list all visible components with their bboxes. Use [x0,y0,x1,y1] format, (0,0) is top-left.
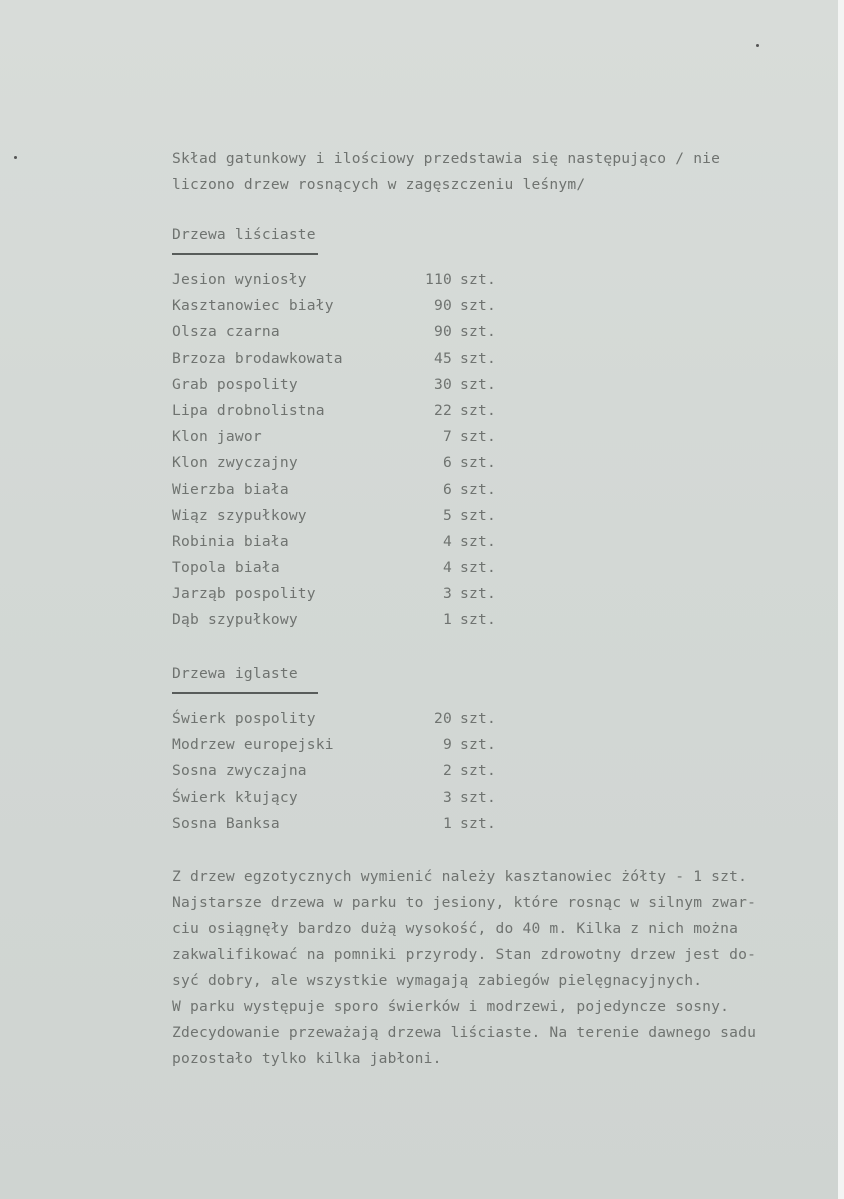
species-unit: szt. [460,611,496,629]
paragraph-line: Najstarsze drzewa w parku to jesiony, które rosnąc w silnym zwar- [172,894,757,911]
species-quantity: 1 [443,611,452,629]
species-unit: szt. [460,788,496,806]
paragraph-line: ciu osiągnęły bardzo dużą wysokość, do 40 m. Kilka z nich można [172,920,739,937]
species-quantity: 22 [434,401,452,419]
species-row [172,503,592,529]
page-edge [838,0,844,1199]
species-name: Jesion wyniosły [172,271,307,288]
species-row [172,811,592,837]
description-paragraph [172,864,836,1072]
species-quantity: 90 [434,297,452,315]
species-name: Wiąz szypułkowy [172,506,307,524]
paper-speck [14,156,17,159]
intro-line-1: Skład gatunkowy i ilościowy przedstawia się następująco / nie [172,150,721,167]
species-quantity: 1 [443,814,452,832]
species-unit: szt. [460,736,496,754]
species-unit: szt. [460,323,496,341]
species-row [172,555,592,581]
species-quantity: 2 [443,762,452,780]
paragraph-line: zakwalifikować na pomniki przyrody. Stan zdrowotny drzew jest do- [172,946,757,963]
coniferous-heading-underline [172,692,318,694]
species-name: Robinia biała [172,532,289,550]
paragraph-line: syć dobry, ale wszystkie wymagają zabiegów pielęgnacyjnych. [172,972,703,989]
species-unit: szt. [460,349,496,367]
species-row [172,758,592,784]
species-name: Grab pospolity [172,375,298,393]
paper-speck [756,44,759,47]
species-unit: szt. [460,814,496,832]
species-name: Lipa drobnolistna [172,401,325,419]
species-unit: szt. [460,454,496,472]
coniferous-heading: Drzewa iglaste [172,665,298,682]
species-unit: szt. [460,375,496,393]
species-quantity: 90 [434,323,452,341]
species-name: Sosna Banksa [172,814,280,832]
species-row [172,706,592,732]
species-name: Modrzew europejski [172,736,334,754]
paragraph-line: Zdecydowanie przeważają drzewa liściaste. Na terenie dawnego sadu [172,1024,757,1041]
species-quantity: 20 [434,710,452,727]
species-unit: szt. [460,271,496,288]
species-row [172,450,592,476]
species-name: Świerk pospolity [172,710,316,727]
species-unit: szt. [460,710,496,727]
species-row [172,372,592,398]
paragraph-line: pozostało tylko kilka jabłoni. [172,1050,442,1067]
species-row [172,319,592,345]
paragraph-line: W parku występuje sporo świerków i modrzewi, pojedyncze sosny. [172,998,730,1015]
species-unit: szt. [460,762,496,780]
species-name: Kasztanowiec biały [172,297,334,315]
species-quantity: 5 [443,506,452,524]
species-name: Świerk kłujący [172,788,298,806]
species-name: Dąb szypułkowy [172,611,298,629]
deciduous-list [172,267,592,634]
species-quantity: 3 [443,788,452,806]
species-name: Olsza czarna [172,323,280,341]
species-name: Klon zwyczajny [172,454,298,472]
species-row [172,529,592,555]
species-name: Wierzba biała [172,480,289,498]
species-quantity: 110 [425,271,452,288]
species-row [172,424,592,450]
coniferous-list [172,706,592,837]
species-unit: szt. [460,585,496,603]
species-quantity: 4 [443,559,452,577]
species-quantity: 6 [443,480,452,498]
species-unit: szt. [460,532,496,550]
species-unit: szt. [460,297,496,315]
species-row [172,398,592,424]
species-name: Brzoza brodawkowata [172,349,343,367]
species-quantity: 30 [434,375,452,393]
species-row [172,293,592,319]
species-unit: szt. [460,506,496,524]
species-quantity: 45 [434,349,452,367]
species-row [172,607,592,633]
species-quantity: 9 [443,736,452,754]
species-unit: szt. [460,480,496,498]
deciduous-heading-underline [172,253,318,255]
species-row [172,732,592,758]
deciduous-heading: Drzewa liściaste [172,226,316,243]
intro-text [172,146,802,198]
species-row [172,785,592,811]
paragraph-line: Z drzew egzotycznych wymienić należy kasztanowiec żółty - 1 szt. [172,868,748,885]
species-unit: szt. [460,401,496,419]
species-name: Klon jawor [172,428,262,446]
species-row [172,477,592,503]
species-quantity: 4 [443,532,452,550]
species-quantity: 7 [443,428,452,446]
intro-line-2: liczono drzew rosnących w zagęszczeniu leśnym/ [172,176,586,193]
species-row [172,581,592,607]
species-name: Topola biała [172,559,280,577]
species-quantity: 3 [443,585,452,603]
species-quantity: 6 [443,454,452,472]
species-row [172,267,592,293]
species-row [172,346,592,372]
species-unit: szt. [460,559,496,577]
species-unit: szt. [460,428,496,446]
species-name: Sosna zwyczajna [172,762,307,780]
species-name: Jarząb pospolity [172,585,316,603]
